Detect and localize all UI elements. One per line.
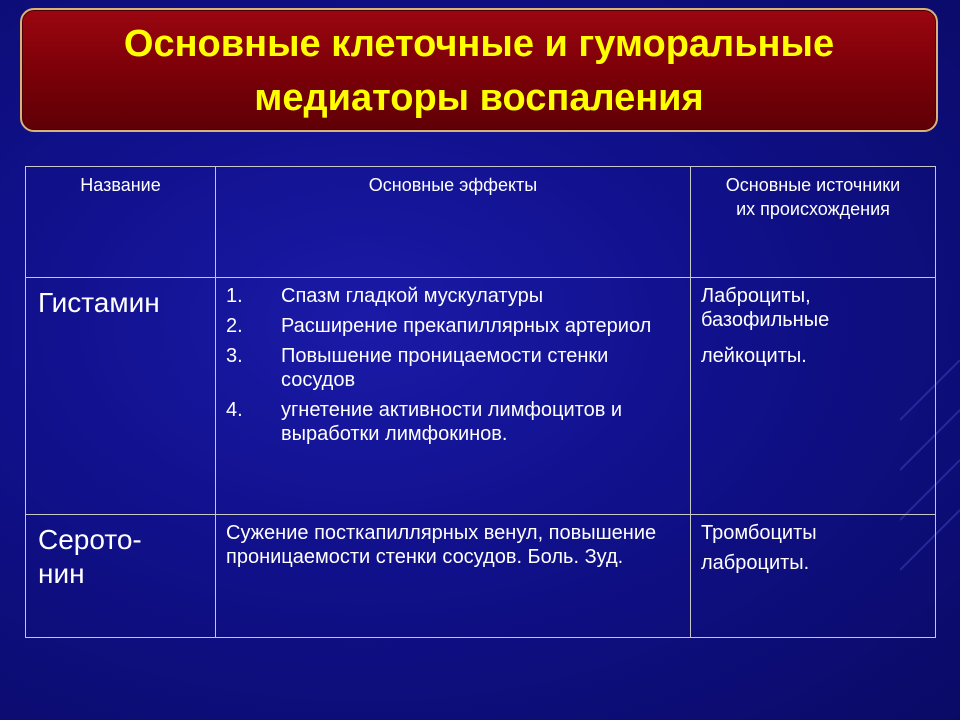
- sources-cell-serotonin: [691, 515, 936, 638]
- page-title: Основные клеточные и гуморальные медиаторы воспаления: [123, 23, 835, 119]
- list-item-number: 4.: [226, 399, 243, 421]
- source-line: лейкоциты.: [701, 345, 807, 367]
- sources-cell-histamine: [691, 278, 936, 515]
- list-item-text: угнетение активности лимфоцитов и выработки лимфокинов.: [281, 399, 623, 445]
- table-header-row: [26, 167, 936, 278]
- list-item-text: Расширение прекапиллярных артериол: [281, 315, 652, 337]
- source-line: Тромбоциты: [701, 522, 817, 544]
- list-item-text: Повышение проницаемости стенки сосудов: [281, 345, 609, 391]
- list-item: [226, 284, 680, 308]
- list-item: [226, 398, 680, 446]
- list-item-number: 1.: [226, 285, 243, 307]
- list-item-number: 2.: [226, 315, 243, 337]
- header-name: Название: [26, 167, 216, 278]
- table-row-serotonin: [26, 515, 936, 638]
- effects-list: [226, 284, 680, 446]
- mediators-table: [25, 166, 936, 638]
- list-item-number: 3.: [226, 345, 243, 367]
- mediator-name-histamine: Гистамин: [26, 278, 216, 515]
- header-effects: Основные эффекты: [216, 167, 691, 278]
- source-line: Лаброциты, базофильные: [701, 285, 830, 331]
- list-item: [226, 314, 680, 338]
- effects-cell-histamine: [216, 278, 691, 515]
- mediator-name-serotonin: Серото- нин: [26, 515, 216, 638]
- title-banner: [20, 8, 938, 132]
- list-item: [226, 344, 680, 392]
- header-sources-label: Основные источники их происхождения: [725, 175, 901, 219]
- header-sources: [691, 167, 936, 278]
- effects-cell-serotonin: Сужение посткапиллярных венул, повышение проницаемости стенки сосудов. Боль. Зуд.: [216, 515, 691, 638]
- list-item-text: Спазм гладкой мускулатуры: [281, 285, 544, 307]
- table-row-histamine: [26, 278, 936, 515]
- source-line: лаброциты.: [701, 552, 810, 574]
